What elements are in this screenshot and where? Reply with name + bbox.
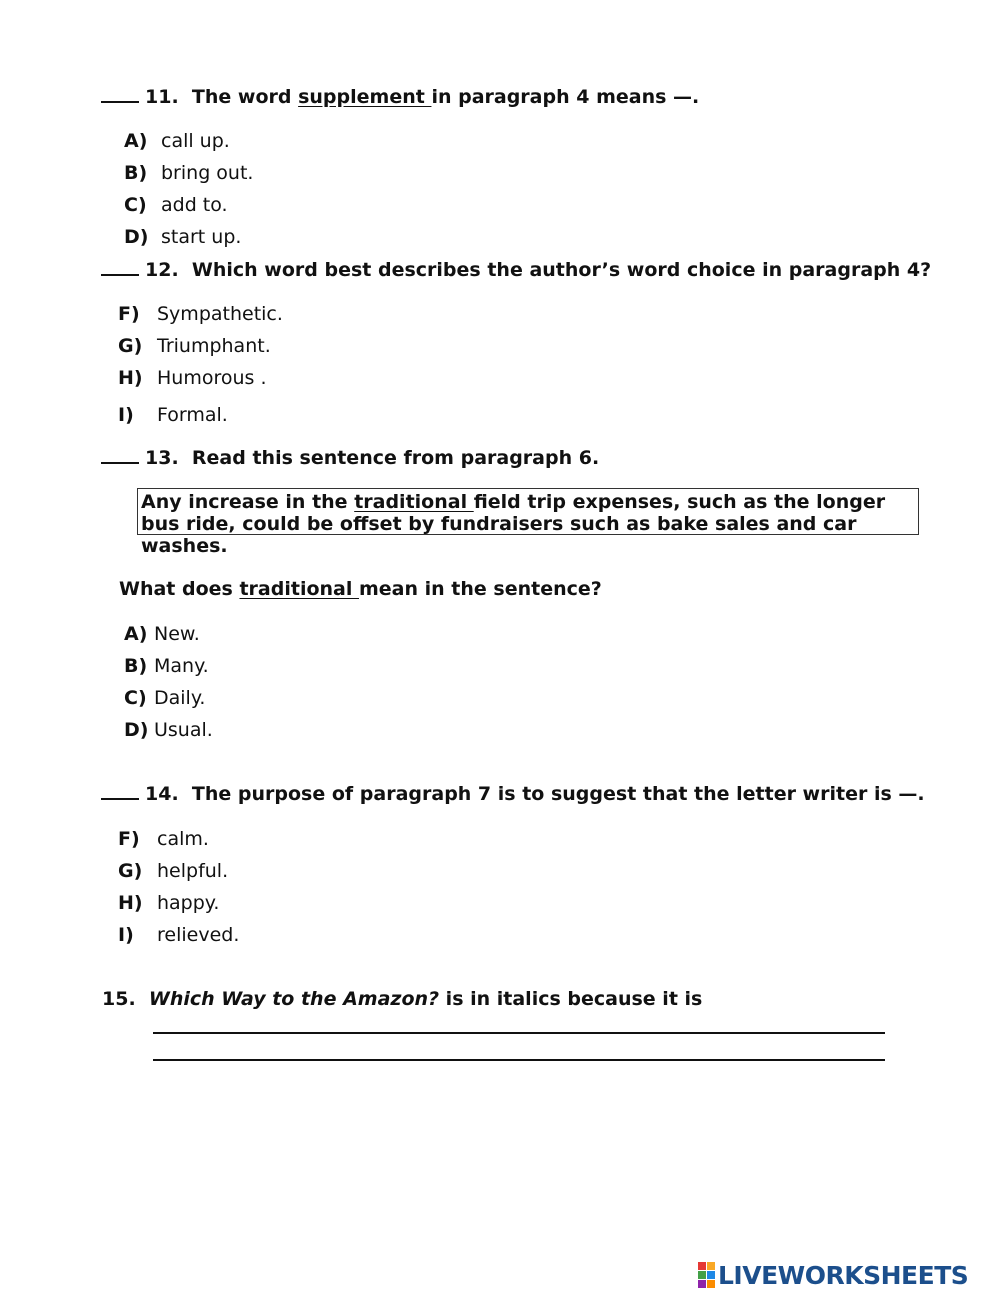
- quoted-sentence-box: Any increase in the traditional field trip expenses, such as the longer bus ride, could be offset by fundraisers such as bake sales and car washes.: [137, 488, 919, 535]
- option-item[interactable]: G) Triumphant.: [118, 335, 271, 357]
- option-item[interactable]: F) calm.: [118, 828, 209, 850]
- question-number: 13.: [145, 447, 179, 469]
- answer-line[interactable]: [153, 1032, 885, 1034]
- answer-blank-12[interactable]: [101, 260, 139, 276]
- option-item[interactable]: D) Usual.: [124, 719, 213, 741]
- question-number: 14.: [145, 783, 179, 805]
- answer-blank-14[interactable]: [101, 784, 139, 800]
- option-item[interactable]: A) call up.: [124, 130, 230, 152]
- question-11-stem: 11. The word supplement in paragraph 4 means —.: [101, 86, 699, 108]
- answer-blank-13[interactable]: [101, 448, 139, 464]
- question-13-stem: 13. Read this sentence from paragraph 6.: [101, 447, 599, 469]
- option-item[interactable]: I) relieved.: [118, 924, 240, 946]
- liveworksheets-logo: [698, 1262, 968, 1288]
- question-13-subprompt: What does traditional mean in the sentence?: [119, 578, 602, 600]
- question-number: 12.: [145, 259, 179, 281]
- option-item[interactable]: D) start up.: [124, 226, 242, 248]
- question-12-stem: 12. Which word best describes the author’s word choice in paragraph 4?: [101, 259, 931, 281]
- question-number: 15.: [102, 988, 136, 1010]
- question-15-stem: 15. Which Way to the Amazon? is in italics because it is: [102, 988, 703, 1010]
- question-number: 11.: [145, 86, 179, 108]
- vocab-term: traditional: [354, 491, 474, 513]
- option-item[interactable]: F) Sympathetic.: [118, 303, 283, 325]
- answer-blank-11[interactable]: [101, 87, 139, 103]
- answer-line[interactable]: [153, 1059, 885, 1061]
- option-item[interactable]: C) add to.: [124, 194, 228, 216]
- option-item[interactable]: H) Humorous .: [118, 367, 267, 389]
- option-item[interactable]: C) Daily.: [124, 687, 206, 709]
- option-item[interactable]: G) helpful.: [118, 860, 229, 882]
- option-item[interactable]: H) happy.: [118, 892, 220, 914]
- vocab-term: traditional: [239, 578, 359, 600]
- question-14-stem: 14. The purpose of paragraph 7 is to suggest that the letter writer is —.: [101, 783, 925, 805]
- option-item[interactable]: I) Formal.: [118, 404, 228, 426]
- logo-blocks-icon: [698, 1262, 715, 1288]
- option-item[interactable]: A) New.: [124, 623, 200, 645]
- book-title: Which Way to the Amazon?: [148, 988, 440, 1010]
- option-item[interactable]: B) Many.: [124, 655, 209, 677]
- vocab-term: supplement: [298, 86, 432, 108]
- logo-text: LIVEWORKSHEETS: [718, 1260, 969, 1290]
- option-item[interactable]: B) bring out.: [124, 162, 254, 184]
